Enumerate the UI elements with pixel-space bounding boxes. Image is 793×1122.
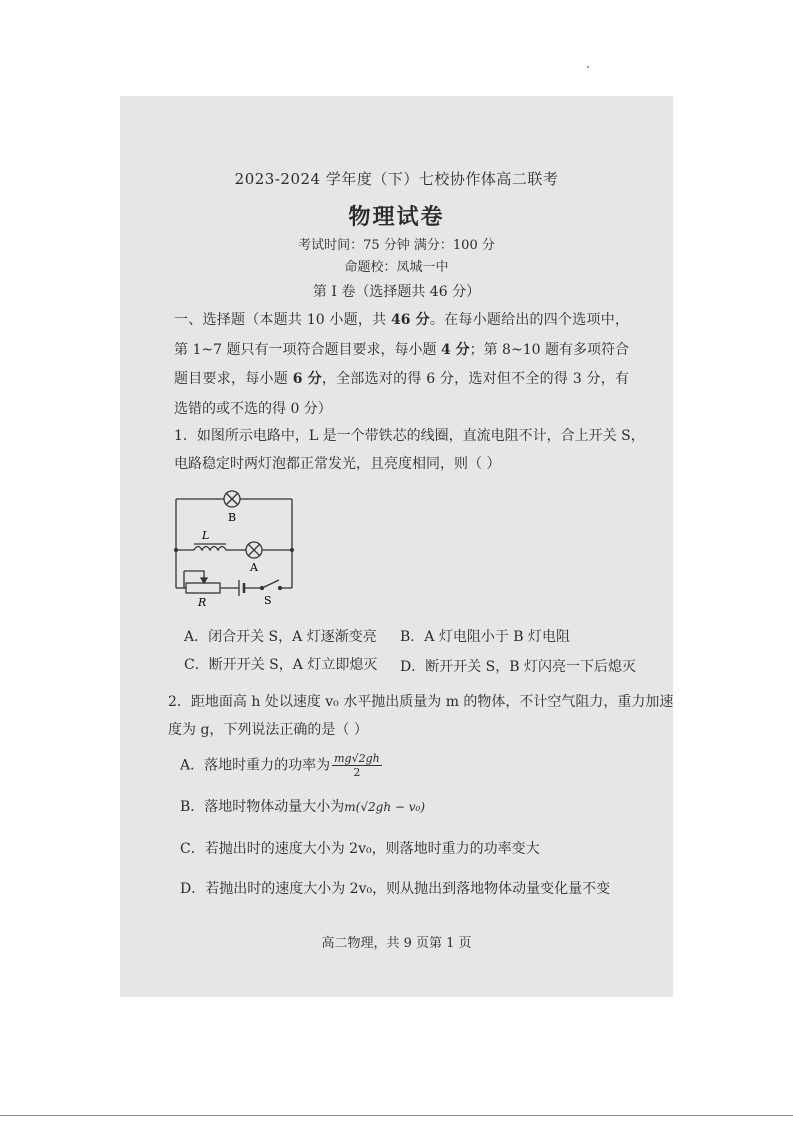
exam-info: 考试时间：75 分钟 满分：100 分 [298,238,495,253]
instructions: 一、选择题（本题共 10 小题，共 46 分。在每小题给出的四个选项中，第 1~7 题只有一项符合题目要求，每小题 4 分；第 8~10 题有多项符合题目要求，每小题 6 分，全部选对的得 6 分，选对但不全的得 3 分，有选错的或不选的得 0 分） [174,312,630,417]
q2-option-d: D．若抛出时的速度大小为 2v₀，则从抛出到落地物体动量变化量不变 [180,881,611,897]
scan-speck [587,66,589,68]
exam-paper [120,96,673,997]
page-divider [0,1115,793,1116]
q1-option-c: C．断开开关 S，A 灯立即熄灭 [184,657,378,673]
q2-stem-line1: 2．距地面高 h 处以速度 v₀ 水平抛出质量为 m 的物体，不计空气阻力，重力加速 [168,694,673,710]
q2-option-c: C．若抛出时的速度大小为 2v₀，则落地时重力的功率变大 [180,841,540,857]
subject-title: 物理试卷 [348,204,445,230]
q2-option-a: A．落地时重力的功率为 $\frac{mg√2gh}{2}$ [180,752,380,779]
q1-option-d: D．断开开关 S，B 灯闪亮一下后熄灭 [400,659,637,675]
circuit-diagram [166,486,306,608]
q1-option-b: B．A 灯电阻小于 B 灯电阻 [400,629,571,645]
switch-label: S [264,594,272,607]
resistor-label: R [198,596,207,608]
school-info: 命题校：凤城一中 [344,260,449,275]
coil-label: L [202,529,210,542]
section-title: 第 I 卷（选择题共 46 分） [312,284,481,300]
lamp-a-label: A [250,561,258,574]
q1-stem-line1: 1．如图所示电路中，L 是一个带铁芯的线圈，直流电阻不计，合上开关 S， [174,428,645,444]
exam-title: 2023-2024 学年度（下）七校协作体高二联考 [234,170,559,188]
lamp-b-label: B [228,511,237,524]
q2-option-b: B．落地时物体动量大小为m(√2gh − v₀) [180,799,426,815]
q2-option-a-fraction: $\frac{mg√2gh}{2}$ [334,752,380,779]
q2-stem-line2: 度为 g，下列说法正确的是（ ） [168,722,368,738]
q1-stem-line2: 电路稳定时两灯泡都正常发光，且亮度相同，则（ ） [174,456,501,472]
page-footer: 高二物理，共 9 页第 1 页 [321,936,472,951]
q1-option-a: A．闭合开关 S，A 灯逐渐变亮 [184,629,377,645]
